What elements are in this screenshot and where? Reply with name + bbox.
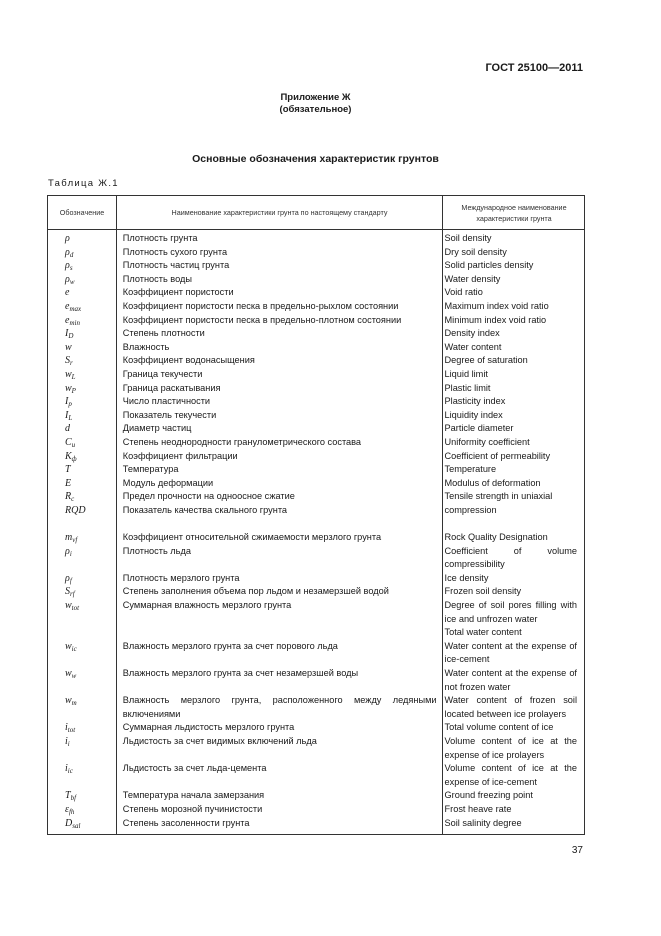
name-intl-cell: Maximum index void ratio — [444, 300, 549, 311]
symbol-subscript: p — [68, 400, 72, 409]
table-caption: Таблица Ж.1 — [48, 178, 119, 189]
symbol-cell — [48, 300, 116, 314]
symbol: w — [65, 368, 72, 380]
symbol-cell — [48, 382, 116, 396]
name-ru-cell: Коэффициент водонасыщения — [122, 355, 255, 366]
table-row — [48, 817, 584, 831]
name-ru-cell: Коэффициент фильтрации — [122, 450, 238, 461]
table-row — [48, 314, 584, 328]
table-row — [48, 409, 584, 423]
name-intl-cell: Liquid limit — [444, 368, 488, 379]
name-intl-cell: Degree of saturation — [444, 355, 528, 366]
name-intl-cell: Coefficient of permeability — [444, 450, 551, 461]
name-ru-cell: Влажность мерзлого грунта, расположенного между ледяными включениями — [122, 695, 437, 719]
notation-table — [47, 195, 585, 835]
symbol: ρ — [65, 260, 70, 272]
symbol-subscript: tot — [67, 726, 76, 735]
table-row — [48, 531, 584, 545]
table-row — [48, 694, 584, 721]
symbol: i — [65, 735, 68, 747]
symbol-subscript: r — [70, 359, 73, 368]
table-row — [48, 246, 584, 260]
name-ru-cell: Степень заполнения объема пор льдом и незамерзшей водой — [122, 586, 389, 597]
symbol-subscript: max — [69, 304, 82, 313]
header-symbol: Обозначение — [59, 208, 105, 217]
symbol-cell — [48, 286, 116, 300]
symbol-cell — [48, 735, 116, 762]
symbol-cell — [48, 463, 116, 477]
symbol-cell — [48, 409, 116, 423]
symbol-subscript: s — [69, 264, 73, 273]
name-intl-cell: Soil density — [444, 233, 492, 243]
name-intl-cell: Degree of soil pores filling with ice and unfrozen water — [444, 600, 577, 624]
name-ru-cell: Коэффициент пористости песка в предельно-рыхлом состоянии — [122, 300, 399, 311]
table-row — [48, 463, 584, 477]
symbol-subscript: bf — [70, 794, 77, 803]
symbol: e — [65, 300, 70, 312]
name-ru-cell: Число пластичности — [122, 396, 211, 407]
symbol-cell — [48, 803, 116, 817]
symbol: w — [65, 341, 72, 353]
symbol-subscript: vf — [72, 536, 78, 545]
table-row — [48, 504, 584, 518]
symbol-cell — [48, 504, 116, 518]
table-row — [48, 232, 584, 246]
name-intl-cell: Ground freezing point — [444, 790, 533, 801]
symbol: w — [65, 382, 72, 394]
table-row — [48, 640, 584, 667]
table-row — [48, 789, 584, 803]
table-row — [48, 395, 584, 409]
name-intl-cell: Water content at the expense of ice-cement — [444, 640, 577, 665]
name-intl-cell: Volume content of ice at the expense of ice prolayers — [444, 735, 577, 760]
table-row — [48, 545, 584, 572]
symbol: w — [65, 668, 72, 679]
name-ru-cell: Суммарная льдистость мерзлого грунта — [122, 722, 295, 733]
table-row — [48, 762, 584, 789]
name-ru-cell: Степень плотности — [122, 328, 205, 339]
table-row — [48, 286, 584, 300]
symbol: D — [65, 817, 73, 829]
table-row — [48, 477, 584, 491]
symbol-subscript: D — [68, 332, 74, 341]
symbol: ρ — [65, 572, 70, 584]
name-ru-cell: Плотность грунта — [122, 233, 198, 243]
symbol-cell — [48, 232, 116, 246]
symbol-subscript: i — [69, 549, 72, 558]
symbol-cell — [48, 694, 116, 721]
symbol-cell — [48, 789, 116, 803]
name-intl-cell: Water content at the expense of not frozen water — [444, 668, 577, 692]
symbol-subscript: fh — [68, 807, 75, 816]
section-title: Основные обозначения характеристик грунтов — [192, 153, 439, 165]
symbol: i — [65, 722, 68, 734]
symbol: S — [65, 355, 70, 367]
symbol-subscript: w — [69, 277, 75, 286]
name-intl-cell: Total water content — [444, 627, 522, 638]
symbol: w — [65, 695, 72, 707]
table-row — [48, 354, 584, 368]
name-ru-cell: Льдистость за счет льда-цемента — [122, 763, 267, 774]
symbol: m — [65, 532, 73, 544]
header-name-intl: Международное наименование характеристики грунта — [461, 202, 567, 223]
name-ru-cell — [116, 626, 441, 640]
symbol: d — [65, 423, 70, 435]
symbol-cell — [48, 259, 116, 273]
symbol-cell — [48, 817, 116, 831]
name-intl-cell: Temperature — [444, 464, 497, 475]
symbol-subscript: sal — [72, 821, 81, 830]
name-ru-cell: Показатель текучести — [122, 409, 217, 420]
symbol: I — [65, 396, 69, 408]
table-row — [48, 803, 584, 817]
name-intl-cell: Water content — [444, 341, 502, 352]
name-intl-cell: Solid particles density — [444, 260, 534, 271]
symbol: ε — [65, 803, 69, 815]
symbol-cell — [48, 354, 116, 368]
symbol-subscript: P — [71, 386, 76, 395]
name-intl-cell: Water density — [444, 273, 501, 284]
name-ru-cell: Граница раскатывания — [122, 382, 221, 393]
table-row — [48, 422, 584, 436]
name-intl-cell: Density index — [444, 328, 500, 339]
table-row — [48, 382, 584, 396]
name-ru-cell: Степень неоднородности гранулометрического состава — [122, 436, 362, 447]
symbol-subscript: u — [71, 440, 76, 449]
table-row — [48, 735, 584, 762]
symbol-cell — [48, 531, 116, 545]
name-intl-cell: Plasticity index — [444, 396, 506, 407]
symbol: S — [65, 586, 70, 598]
symbol-cell — [48, 585, 116, 599]
name-intl-cell: Liquidity index — [444, 409, 503, 420]
symbol-subscript: min — [69, 318, 80, 327]
header-divider — [48, 229, 584, 230]
symbol-subscript: c — [71, 495, 75, 504]
table-row — [48, 368, 584, 382]
name-ru-cell: Коэффициент относительной сжимаемости мерзлого грунта — [122, 532, 382, 543]
symbol-cell — [48, 721, 116, 735]
symbol: i — [65, 763, 68, 775]
symbol: K — [65, 450, 72, 462]
table-row — [48, 327, 584, 341]
name-ru-cell: Плотность воды — [122, 273, 192, 284]
table-row — [48, 341, 584, 355]
symbol: ρ — [65, 545, 70, 557]
symbol: C — [65, 436, 72, 448]
symbol-cell — [48, 450, 116, 464]
symbol: T — [65, 464, 71, 476]
table-row — [48, 721, 584, 735]
symbol-cell — [48, 368, 116, 382]
symbol: e — [65, 287, 70, 299]
name-intl-cell: Coefficient of volume compressibility — [444, 545, 577, 570]
name-ru-cell: Плотность льда — [122, 545, 191, 556]
name-ru-cell: Показатель качества скального грунта — [122, 504, 288, 515]
symbol-subscript: ic — [67, 767, 73, 776]
table-row — [48, 436, 584, 450]
symbol: ρ — [65, 273, 70, 285]
name-intl-cell: Soil salinity degree — [444, 817, 522, 828]
table-row — [48, 273, 584, 287]
name-intl-cell: Uniformity coefficient — [444, 436, 530, 447]
symbol-subscript: w — [71, 672, 77, 680]
symbol-cell — [48, 545, 116, 572]
symbol-cell — [48, 341, 116, 355]
name-intl-cell: Frozen soil density — [444, 586, 522, 597]
page-number: 37 — [571, 845, 583, 856]
symbol-cell — [48, 246, 116, 260]
name-intl-cell: Plastic limit — [444, 382, 491, 393]
symbol-cell — [48, 762, 116, 789]
symbol-cell — [48, 490, 116, 504]
name-intl-cell: Particle diameter — [444, 423, 514, 434]
symbol-subscript: f — [69, 576, 72, 585]
annex-label: Приложение Ж — [280, 92, 351, 103]
name-ru-cell: Предел прочности на одноосное сжатие — [122, 491, 295, 502]
annex-status: (обязательное) — [279, 104, 352, 115]
symbol: ρ — [65, 246, 70, 258]
symbol-cell — [48, 422, 116, 436]
table-row — [48, 300, 584, 314]
symbol: R — [65, 491, 72, 503]
table-row — [48, 490, 584, 504]
table-row — [48, 450, 584, 464]
name-intl-cell: Minimum index void ratio — [444, 314, 547, 325]
name-ru-cell: Влажность мерзлого грунта за счет незамерзшей воды — [122, 668, 359, 678]
symbol: ρ — [65, 233, 70, 244]
symbol-subscript: rf — [70, 590, 75, 599]
name-intl-cell: Frost heave rate — [444, 803, 512, 814]
name-intl-cell: Modulus of deformation — [444, 477, 541, 488]
symbol-subscript: tot — [71, 604, 80, 613]
symbol-cell — [48, 314, 116, 328]
symbol: E — [65, 477, 72, 489]
symbol-cell — [48, 599, 116, 626]
annex-heading — [0, 92, 631, 116]
symbol-cell — [48, 667, 116, 694]
name-ru-cell: Коэффициент пористости песка в предельно-плотном состоянии — [122, 314, 402, 325]
symbol-cell — [48, 626, 116, 640]
symbol: w — [65, 600, 72, 612]
name-ru-cell: Суммарная влажность мерзлого грунта — [122, 600, 292, 611]
symbol: w — [65, 640, 72, 652]
table-row — [48, 667, 584, 694]
symbol-subscript: ic — [71, 644, 77, 653]
symbol-cell — [48, 436, 116, 450]
table-row — [48, 572, 584, 586]
name-ru-cell: Граница текучести — [122, 368, 203, 379]
name-intl-cell: Tensile strength in uniaxial — [444, 491, 553, 502]
symbol: T — [65, 790, 71, 802]
symbol-cell — [48, 572, 116, 586]
name-intl-cell: Ice density — [444, 572, 489, 583]
name-ru-cell: Степень морозной пучинистости — [122, 803, 263, 814]
name-intl-cell: Total volume content of ice — [444, 722, 554, 733]
name-intl-cell: Volume content of ice at the expense of ice-cement — [444, 763, 577, 787]
name-ru-cell: Влажность мерзлого грунта за счет порового льда — [122, 640, 338, 651]
symbol: I — [65, 409, 69, 421]
name-ru-cell: Температура начала замерзания — [122, 790, 265, 801]
symbol: RQD — [65, 504, 86, 516]
name-intl-cell: Dry soil density — [444, 246, 507, 257]
name-ru-cell: Плотность частиц грунта — [122, 260, 230, 271]
table-row — [48, 259, 584, 273]
name-intl-cell: Water content of frozen soil located between ice prolayers — [444, 695, 577, 719]
symbol: e — [65, 314, 70, 326]
symbol-subscript: L — [68, 413, 73, 422]
name-intl-cell: Rock Quality Designation — [444, 532, 548, 543]
name-ru-cell: Модуль деформации — [122, 477, 214, 488]
name-ru-cell: Диаметр частиц — [122, 423, 192, 434]
table-row — [48, 585, 584, 599]
symbol-cell — [48, 327, 116, 341]
name-intl-cell: compression — [444, 504, 497, 515]
header-name-ru: Наименование характеристики грунта по настоящему стандарту — [171, 208, 388, 217]
name-ru-cell: Плотность мерзлого грунта — [122, 572, 240, 583]
symbol-subscript: i — [67, 739, 70, 748]
name-ru-cell: Температура — [122, 464, 179, 475]
name-ru-cell: Степень засоленности грунта — [122, 817, 250, 828]
symbol-cell — [48, 477, 116, 491]
symbol-subscript: L — [71, 372, 76, 381]
name-intl-cell: Void ratio — [444, 287, 483, 298]
symbol-subscript: m — [71, 699, 77, 708]
name-ru-cell: Влажность — [122, 341, 170, 352]
document-code: ГОСТ 25100—2011 — [485, 62, 583, 74]
symbol: I — [65, 328, 69, 340]
name-ru-cell: Плотность сухого грунта — [122, 246, 228, 257]
symbol-subscript: ф — [71, 454, 77, 463]
table-row — [48, 626, 584, 640]
symbol-cell — [48, 273, 116, 287]
row-spacer — [48, 517, 584, 531]
symbol-cell — [48, 640, 116, 667]
table-row — [48, 599, 584, 626]
table-body — [48, 232, 584, 830]
symbol-subscript: d — [69, 250, 74, 259]
symbol-cell — [48, 395, 116, 409]
name-ru-cell: Коэффициент пористости — [122, 287, 234, 298]
name-ru-cell: Льдистость за счет видимых включений льда — [122, 735, 317, 746]
